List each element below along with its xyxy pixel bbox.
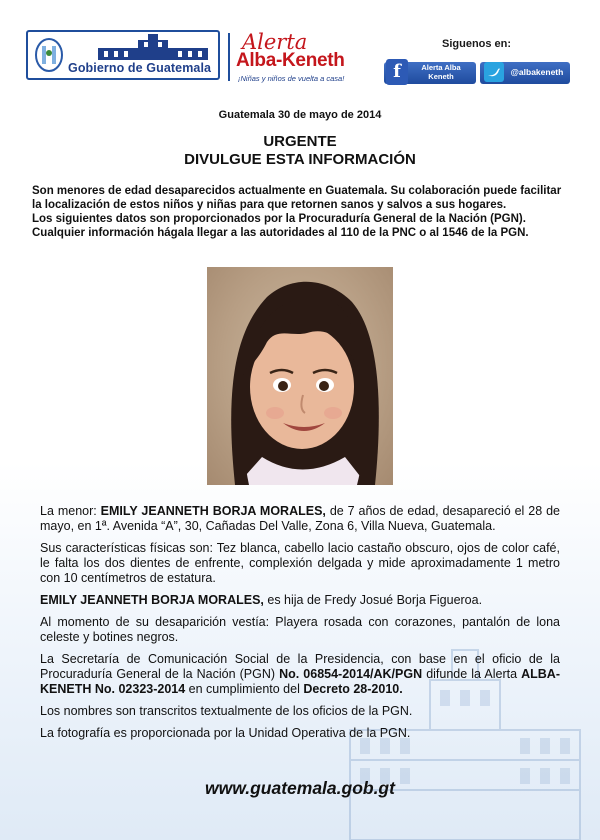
- intro-line-2: Los siguientes datos son proporcionados por la Procuraduría General de la Nación (PGN).: [32, 213, 526, 225]
- child-name-repeat: EMILY JEANNETH BORJA MORALES,: [40, 593, 264, 607]
- coat-of-arms-icon: [34, 36, 64, 74]
- intro-text: [32, 184, 572, 240]
- details-paragraph-7: La fotografía es proporcionada por la Unidad Operativa de la PGN.: [40, 726, 411, 740]
- headline: [0, 133, 600, 169]
- decree-number: Decreto 28-2010.: [303, 682, 403, 696]
- intro-line-1: Son menores de edad desaparecidos actualmente en Guatemala. Su colaboración puede facilitar la localización de estos niños y niñas para que retornen sanos y salvos a sus hogares.: [32, 185, 562, 211]
- disappearance-info: de 7 años de edad, desapareció el 28 de mayo, en 1ª. Avenida “A”, 30, Cañadas Del Valle, Zona 6, Villa Nueva, Guatemala.: [40, 504, 560, 533]
- pgn-document-number: No. 06854-2014/AK/PGN: [279, 667, 423, 681]
- alba-keneth-logo-word: Alba-Keneth: [236, 50, 345, 71]
- twitter-handle: @albakeneth: [510, 67, 564, 77]
- facebook-label: Alerta Alba Keneth: [421, 63, 461, 81]
- details-paragraph-3: [40, 593, 560, 608]
- follow-us-label: Siguenos en:: [442, 38, 512, 50]
- details-paragraph-2: Sus características físicas son: Tez blanca, cabello lacio castaño obscuro, ojos de color café, le falta los dos dientes de enfrente, complexión delgada y mide aproximadamente 1 metro con 10 centímetros de estatura.: [40, 541, 560, 585]
- details-paragraph-6: Los nombres son transcritos textualmente de los oficios de la PGN.: [40, 704, 413, 718]
- intro-line-3: Cualquier información hágala llegar a las autoridades al 110 de la PNC o al 1546 de la PGN.: [32, 227, 529, 239]
- child-portrait-icon: [207, 267, 393, 485]
- details-p5-c: difunde la Alerta: [422, 667, 522, 681]
- alert-number: ALBA-KENETH No. 02323-2014: [40, 667, 560, 696]
- case-details: [40, 504, 560, 748]
- missing-child-photo: [207, 267, 393, 485]
- header-divider: [228, 33, 230, 81]
- details-p5-a: La Secretaría de Comunicación Social de la Presidencia, con base en el oficio de la Procuraduría General de la Nación (PGN): [40, 652, 560, 681]
- child-name: EMILY JEANNETH BORJA MORALES,: [100, 504, 326, 518]
- parent-info: es hija de Fredy Josué Borja Figueroa.: [263, 593, 483, 607]
- details-intro: La menor:: [40, 504, 101, 518]
- details-paragraph-5: [40, 652, 560, 697]
- facebook-button[interactable]: [384, 62, 476, 84]
- footer-website-link[interactable]: www.guatemala.gob.gt: [205, 778, 395, 798]
- header: [0, 0, 600, 100]
- government-logo: [26, 30, 220, 80]
- details-paragraph-4: Al momento de su desaparición vestía: Playera rosada con corazones, pantalón de lona celeste y botines negros.: [40, 615, 560, 644]
- palace-icon: [98, 34, 208, 60]
- headline-urgent: URGENTE: [263, 133, 337, 150]
- details-paragraph-1: [40, 504, 560, 534]
- twitter-bird-icon: [484, 62, 504, 82]
- bulletin-date: Guatemala 30 de mayo de 2014: [218, 109, 382, 121]
- headline-spread: DIVULGUE ESTA INFORMACIÓN: [184, 151, 416, 168]
- government-logo-text: Gobierno de Guatemala: [68, 61, 212, 75]
- alerta-logo-word: Alerta: [242, 30, 308, 54]
- facebook-icon: f: [386, 59, 408, 85]
- details-p5-e: en cumplimiento del: [185, 682, 304, 696]
- twitter-button[interactable]: [480, 62, 570, 84]
- alert-logo-tagline: ¡Niñas y niños de vuelta a casa!: [238, 74, 345, 83]
- alba-keneth-logo: [234, 32, 364, 88]
